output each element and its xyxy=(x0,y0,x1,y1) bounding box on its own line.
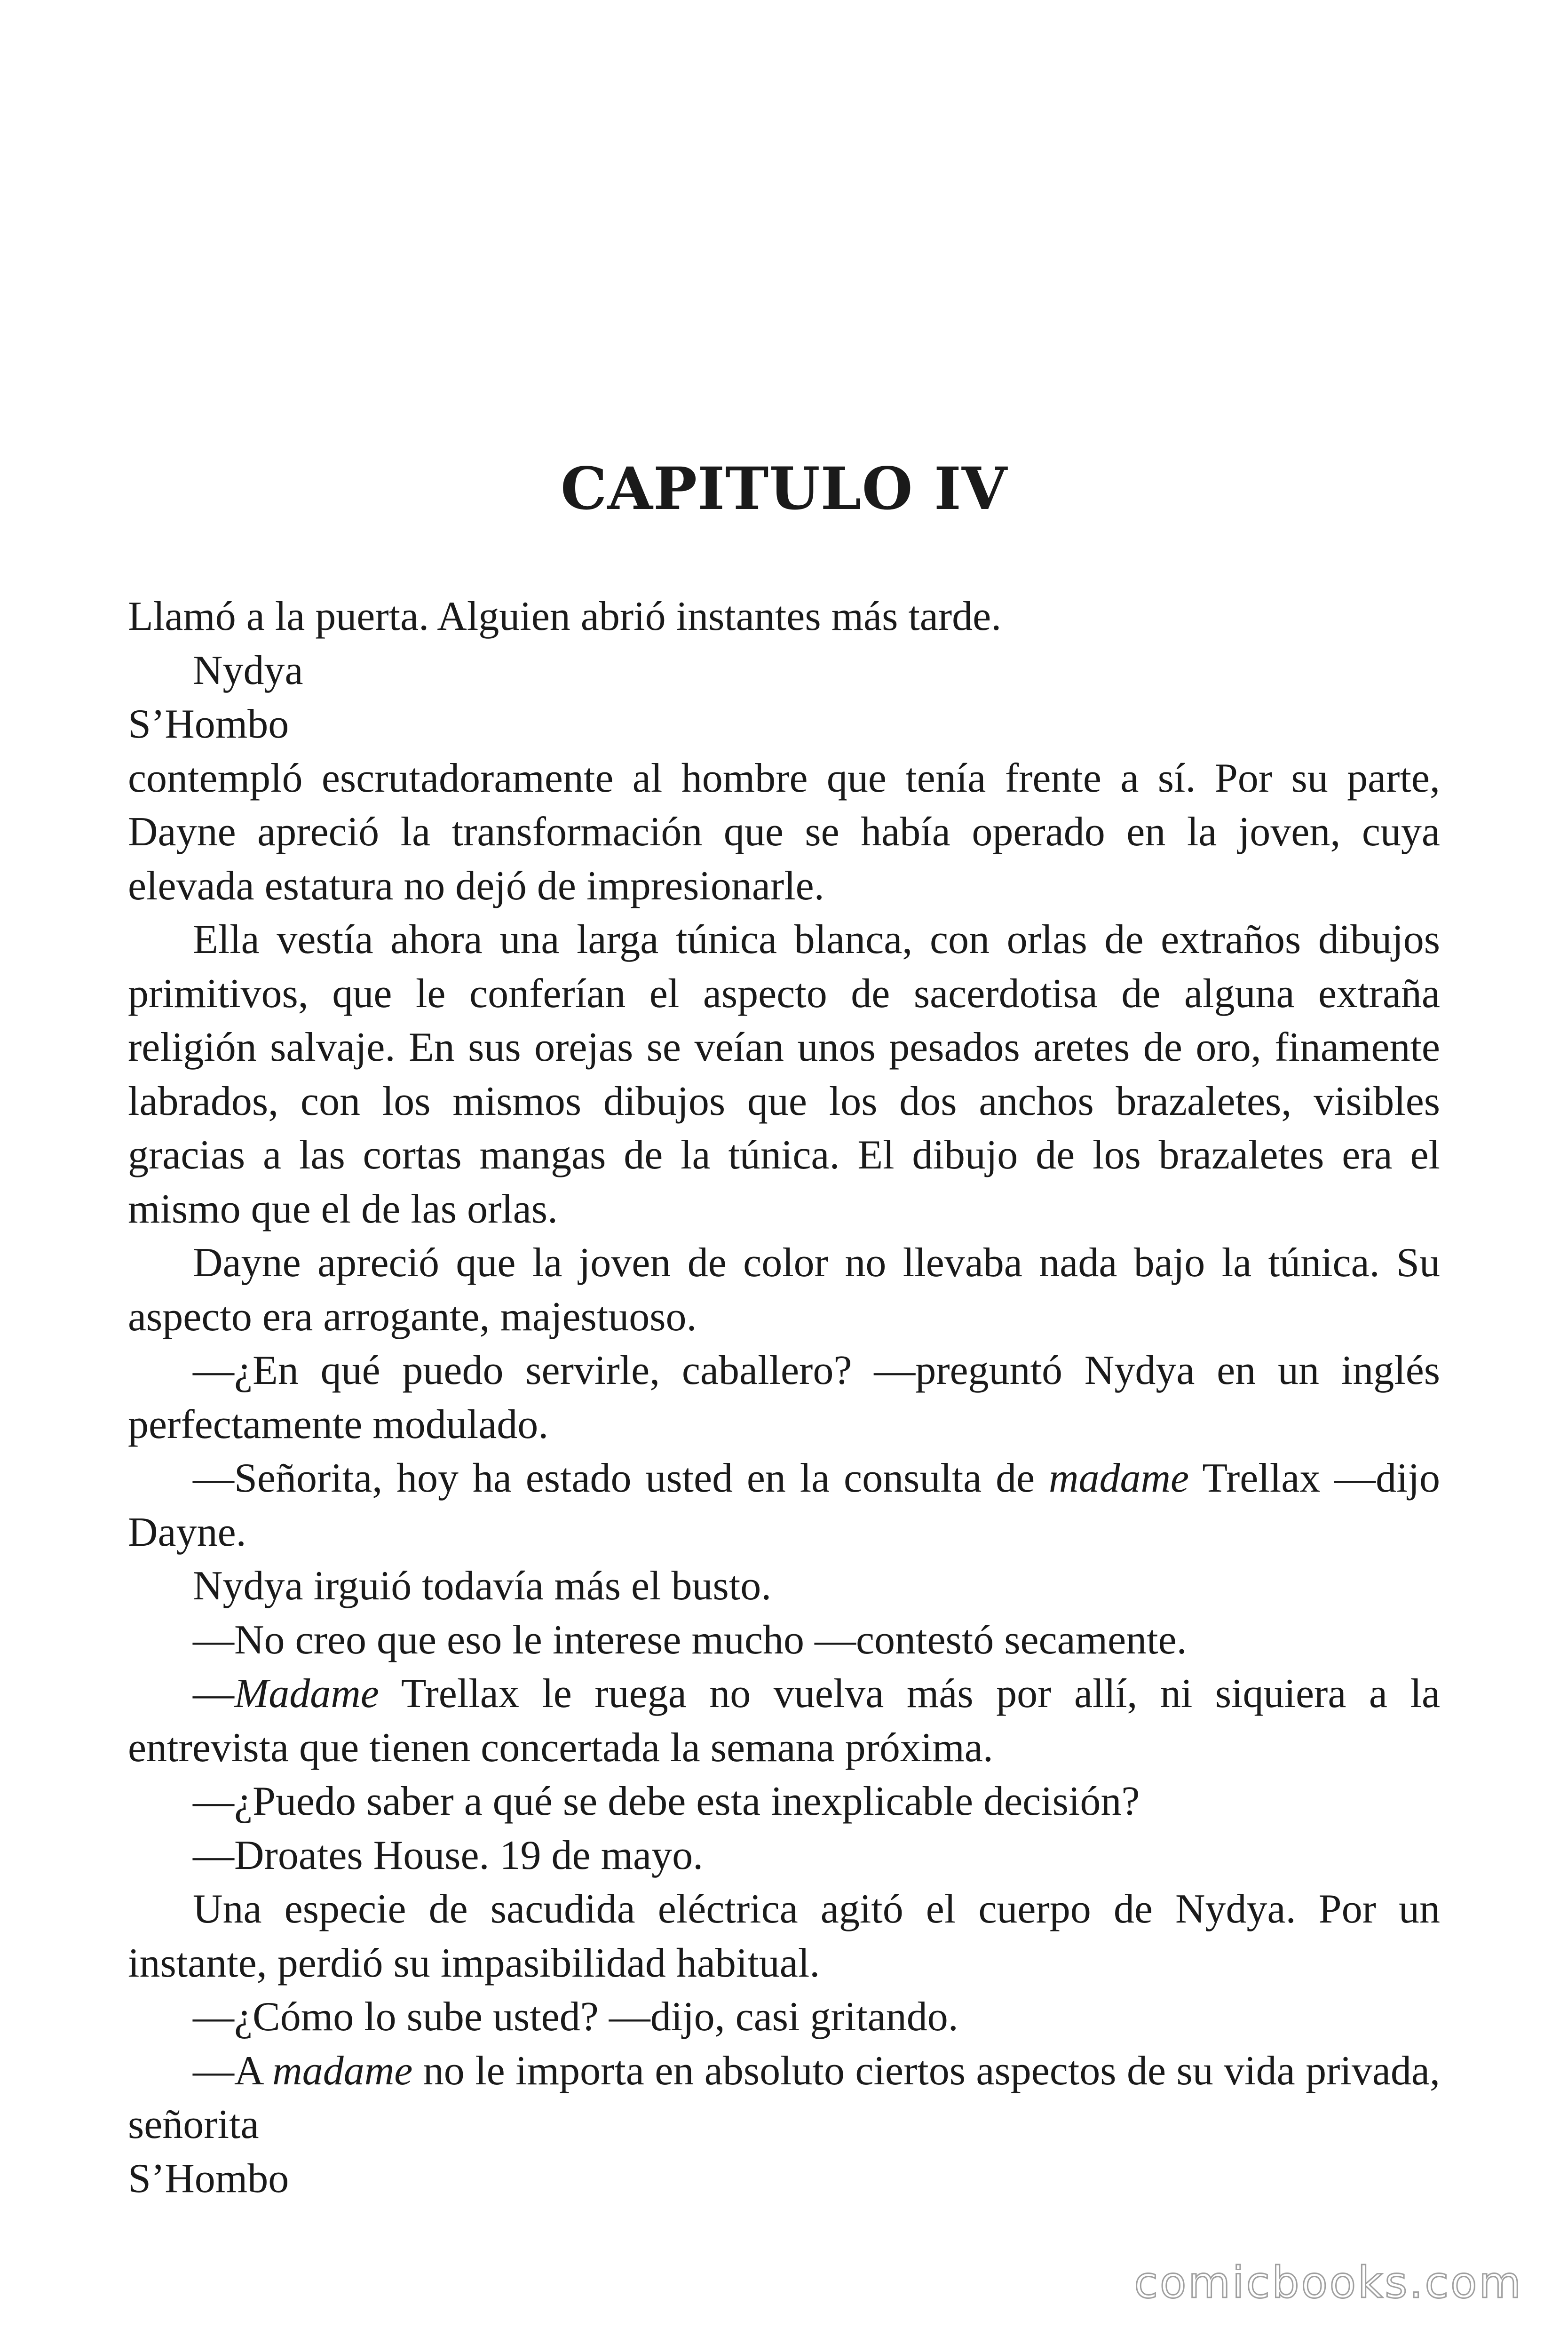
paragraph: —¿Cómo lo sube usted? —dijo, casi gritando. xyxy=(193,1994,958,2040)
paragraph: S’Hombo xyxy=(128,2155,289,2201)
paragraph: Llamó a la puerta. Alguien abrió instantes más tarde. xyxy=(128,594,1002,639)
chapter-title: CAPITULO IV xyxy=(560,455,1008,523)
paragraph: Ella vestía ahora una larga túnica blanca, con orlas de extraños dibujos primitivos, que le conferían el aspecto de sacerdotisa de alguna extraña religión salvaje. En sus orejas se veían unos pesados aretes de oro, finamente labrados, con los mismos dibujos que los dos anchos brazaletes, visibles gracias a las cortas mangas de la túnica. El dibujo de los brazaletes era el mismo que el de las orlas. xyxy=(128,917,1440,1232)
paragraph: —Madame Trellax le ruega no vuelva más por allí, ni siquiera a la entrevista que tienen concertada la semana próxima. xyxy=(128,1671,1440,1771)
paragraph: —A madame no le importa en absoluto ciertos aspectos de su vida privada, señorita xyxy=(128,2048,1440,2147)
paragraph: —Droates House. 19 de mayo. xyxy=(193,1832,704,1878)
paragraph: —Señorita, hoy ha estado usted en la consulta de madame Trellax —dijo Dayne. xyxy=(128,1455,1440,1555)
paragraph: —¿Puedo saber a qué se debe esta inexplicable decisión? xyxy=(193,1779,1140,1824)
watermark: comicbooks.com xyxy=(1134,2257,1523,2308)
paragraph: Dayne apreció que la joven de color no llevaba nada bajo la túnica. Su aspecto era arrogante, majestuoso. xyxy=(128,1240,1440,1340)
paragraph: —¿En qué puedo servirle, caballero? —preguntó Nydya en un inglés perfectamente modulado. xyxy=(128,1348,1440,1447)
paragraph: —No creo que eso le interese mucho —contestó secamente. xyxy=(193,1617,1187,1663)
paragraph: S’Hombo xyxy=(128,701,289,747)
paragraph: Nydya irguió todavía más el busto. xyxy=(193,1563,772,1609)
paragraph: contempló escrutadoramente al hombre que tenía frente a sí. Por su parte, Dayne apreció la transformación que se había operado en la joven, cuya elevada estatura no dejó de impresionarle. xyxy=(128,755,1440,909)
paragraph: Una especie de sacudida eléctrica agitó el cuerpo de Nydya. Por un instante, perdió su impasibilidad habitual. xyxy=(128,1886,1440,1986)
italic-text: madame xyxy=(1048,1455,1189,1501)
body-text xyxy=(128,590,1440,2206)
paragraph: Nydya xyxy=(193,647,303,693)
italic-text: Madame xyxy=(234,1671,379,1716)
italic-text: madame xyxy=(272,2048,413,2094)
